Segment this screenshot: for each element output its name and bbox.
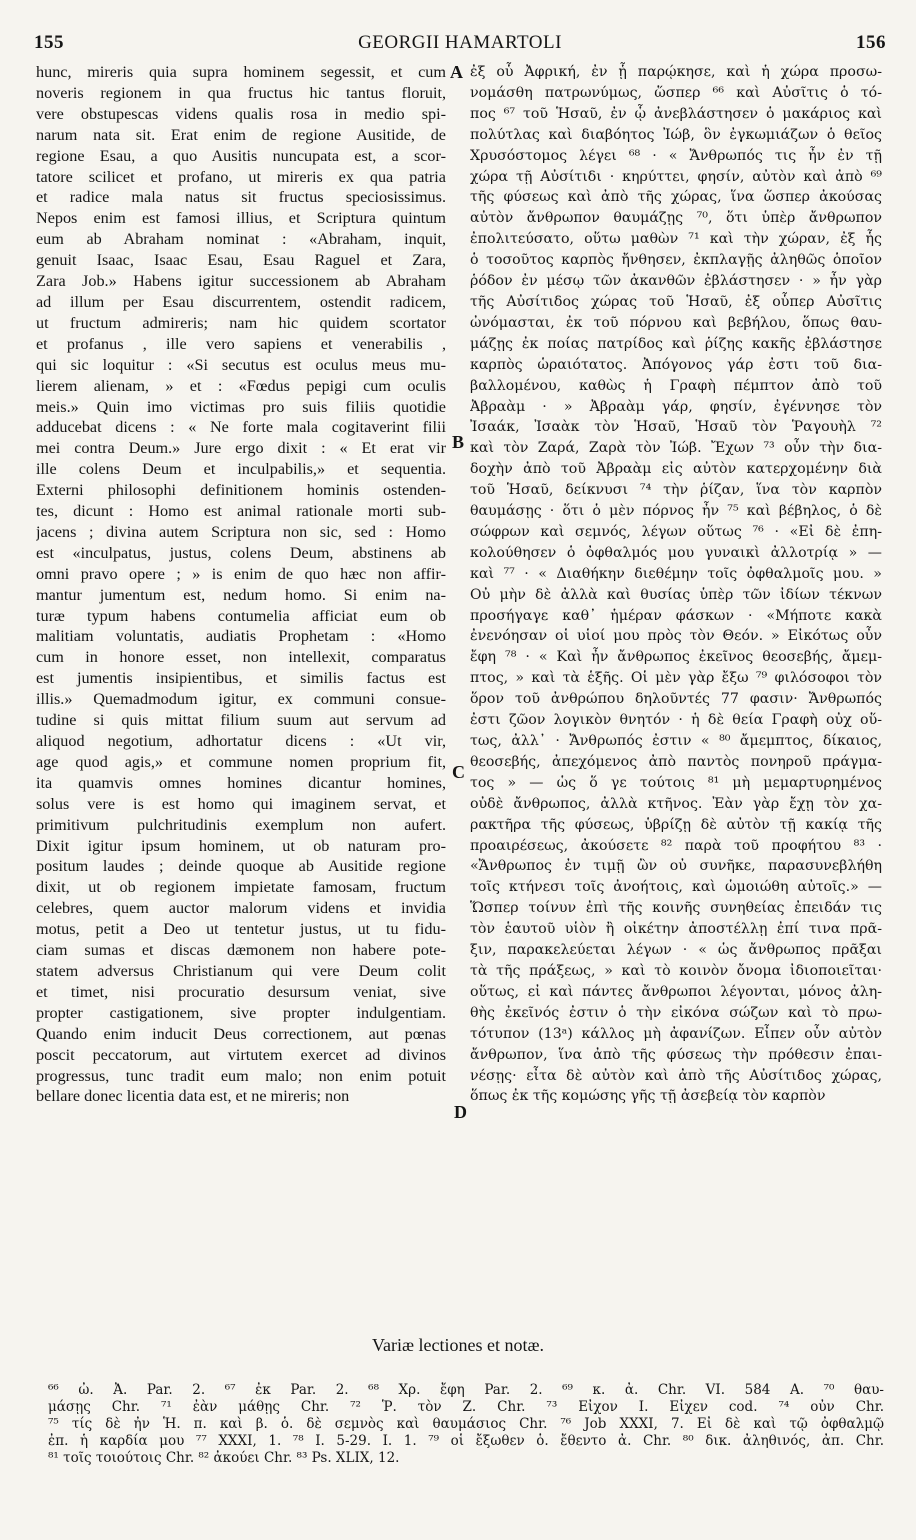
margin-marker-b: B bbox=[452, 432, 465, 452]
latin-text-line: ciam sumas et discas dæmonem non habere pote- bbox=[36, 941, 446, 960]
greek-text-line: προαιρέσεως, ἀκούσετε ⁸² παρὰ τοῦ προφήτου ⁸³ · bbox=[470, 837, 882, 854]
latin-text-line: malitiam voluntatis, audiatis Prophetam : «Homo bbox=[36, 627, 446, 646]
greek-text-line: ξιν, παρακελεύεται λέγων · « ὡς ἄνθρωπος πρᾶξαι bbox=[470, 942, 882, 959]
greek-text-line: χώρα τῇ Αὐσίτιδι · κηρύττει, φησίν, αὐτὸν καὶ ἀπὸ ⁶⁹ bbox=[470, 168, 882, 185]
latin-text-line: bellare donec licentia data est, et ne mireris; non bbox=[36, 1087, 350, 1106]
greek-text-line: οὕτως, εἰ καὶ πάντες ἄνθρωποι λέγονται, μόνος ἀλη- bbox=[470, 983, 882, 1000]
greek-text-line: Ἰσαάκ, Ἰσαὰκ τὸν Ἡσαῦ, Ἡσαῦ τὸν Ῥαγουὴλ ⁷² bbox=[470, 419, 882, 436]
latin-text-line: solus vere is est homo qui imaginem servat, et bbox=[36, 794, 446, 813]
latin-text-line: tatore scilicet et profano, ut mireris ex qua patria bbox=[36, 167, 446, 186]
note-line: ⁷⁵ τίς δὲ ἦν Ἡ. π. καὶ β. ὁ. δὲ σεμνὸς καὶ θαυμάσιος Chr. ⁷⁶ Job XXXI, 7. Εἰ δὲ καὶ τῷ ὀφθαλμῷ bbox=[48, 1416, 884, 1432]
margin-marker-d: D bbox=[454, 1102, 467, 1122]
greek-text-line: θὴς ἐκεῖνός ἐστιν ὁ τὴν εἰκόνα σώζων καὶ τὸ πρω- bbox=[470, 1004, 882, 1021]
greek-text-line: νέσῃς· εἶτα δὲ αὐτὸν καὶ ἀπὸ τῆς Αὐσίτιδος χώρας, bbox=[470, 1067, 882, 1084]
latin-text-line: celebres, quem auctor malorum videns et invidia bbox=[36, 899, 446, 918]
greek-text-line: καὶ τὸν Ζαρά, Ζαρὰ τὸν Ἰώβ. Ἔχων ⁷³ οὖν τὴν δια- bbox=[470, 440, 882, 457]
greek-text-line: τος » — ὡς ὅ γε τούτοις ⁸¹ μὴ μεμαρτυρημένος bbox=[470, 774, 882, 791]
latin-text-line: cum in honore esset, non intellexit, comparatus bbox=[36, 648, 446, 667]
latin-text-line: ille colens Deum et inculpabilis,» et sequentia. bbox=[36, 460, 446, 479]
greek-text-line: βαλλομένου, καθὼς ἡ Γραφὴ πέμπτον ἀπὸ τοῦ bbox=[470, 377, 882, 394]
greek-text-line: ἔφη ⁷⁸ · « Καὶ ἦν ἄνθρωπος ἐκεῖνος θεοσεβής, ἄμεμ- bbox=[470, 649, 882, 666]
notes-block bbox=[48, 1382, 884, 1467]
latin-text-line: est «inculpatus, justus, colens Deum, abstinens ab bbox=[36, 543, 446, 562]
greek-text-line: καὶ ⁷⁷ · « Διαθήκην διεθέμην τοῖς ὀφθαλμοῖς μου. » bbox=[470, 565, 882, 582]
greek-text-line: αὐτὸν ἄνθρωπον θαυμάζῃς ⁷⁰, ὅτι ὑπὲρ ἄνθρωπον bbox=[470, 210, 882, 227]
greek-text-line: τὰ τῆς πράξεως, » καὶ τὸ κοινὸν ὄνομα ἰδιοποιεῖται· bbox=[470, 962, 882, 979]
greek-text-line: τότυπον (13ᵃ) κάλλος μὴ ἀφανίζων. Εἶπεν οὖν αὐτὸν bbox=[470, 1025, 882, 1042]
running-title: GEORGII HAMARTOLI bbox=[358, 32, 562, 53]
latin-text-line: ut fructum admireris; nam hic quidem scortator bbox=[36, 313, 446, 332]
latin-text-line: ad illum per Esau discurrentem, ostendit radicem, bbox=[36, 292, 446, 311]
greek-text-line: τοῖς κτήνεσι τοῖς ἀνοήτοις, καὶ ὡμοιώθη αὐτοῖς.» — bbox=[470, 879, 882, 896]
greek-text-line: ὅπως ἐκ τῆς κομώσης γῆς τῇ ἀσεβείᾳ τὸν καρπὸν bbox=[470, 1088, 826, 1105]
latin-text-line: turæ typum habens contumelia afficiat eum ob bbox=[36, 606, 446, 625]
note-line: ⁸¹ τοῖς τοιούτοις Chr. ⁸² ἀκούει Chr. ⁸³ Ps. XLIX, 12. bbox=[48, 1450, 400, 1466]
latin-text-line: hunc, mireris quia supra hominem segessit, et cum bbox=[36, 63, 446, 81]
latin-text-line: Externi philosophi definitionem hominis ostenden- bbox=[36, 481, 446, 500]
latin-text-line: positum laudes ; deinde quoque ab Ausitide regione bbox=[36, 857, 446, 876]
latin-text-line: Quando enim inducit Deus correctionem, aut pœnas bbox=[36, 1024, 446, 1043]
latin-text-line: noveris regionem in qua fructus hic tantus floruit, bbox=[36, 83, 446, 102]
latin-text-line: vere obstupescas videns qualis rosa in medio spi- bbox=[36, 104, 446, 123]
latin-text-line: jacens ; divina autem Scriptura non sic, sed : Homo bbox=[36, 522, 446, 541]
greek-text-line: ρακτῆρα τῆς φύσεως, ὑβρίζῃ δὲ αὐτὸν τῇ κακίᾳ τῆς bbox=[470, 816, 882, 833]
latin-text-line: narum nata sit. Erat enim de regione Ausitide, de bbox=[36, 125, 446, 144]
latin-text-line: propter castigationem, sive propter indulgentiam. bbox=[36, 1003, 446, 1022]
latin-text-line: dixit, ut ob regionem impietate famosam, fructum bbox=[36, 878, 446, 897]
latin-text-line: mei contra Deum.» Jure ergo dixit : « Et erat vir bbox=[36, 439, 446, 458]
latin-text-line: Zara Job.» Habens igitur successionem ab Abraham bbox=[36, 272, 446, 291]
greek-text-line: ῥόδον ἐν μέσῳ τῶν ἀκανθῶν ἐβλάστησεν · » ἦν γὰρ bbox=[470, 273, 882, 290]
greek-text-line: ὁ τοσοῦτος καρπὸς ἤνθησεν, ἐκπλαγῇς ἀληθῶς ὁποῖον bbox=[470, 252, 882, 269]
greek-text-line: δοχὴν ἀπὸ τοῦ Ἀβραὰμ εἰς αὐτὸν κατερχομένην διὰ bbox=[470, 461, 882, 478]
latin-text-line: omni pravo opere ; » is enim de quo hæc non affir- bbox=[36, 564, 446, 583]
greek-text-line: νομάσθη πατρωνύμως, ὥσπερ ⁶⁶ καὶ Αὐσῖτις ὁ τό- bbox=[470, 84, 882, 101]
latin-text-line: illis.» Quemadmodum igitur, ex communi consue- bbox=[36, 690, 446, 709]
latin-text-line: tes, dicunt : Homo est animal rationale morti sub- bbox=[36, 502, 446, 521]
latin-text-line: lierem alienam, » et : «Fœdus pepigi cum oculis bbox=[36, 376, 446, 395]
greek-text-line: ἐνενόησαν οἱ υἱοί μου πρὸς τὸν Θεόν. » Εἰκότως οὖν bbox=[470, 628, 882, 645]
latin-text-line: est jumentis insipientibus, et similis factus est bbox=[36, 669, 446, 688]
notes-heading: Variæ lectiones et notæ. bbox=[372, 1335, 544, 1355]
latin-text-line: Dixit igitur ipsum hominem, ut ob naturam pro- bbox=[36, 836, 446, 855]
margin-marker-c: C bbox=[452, 762, 465, 782]
greek-text-line: μάζῃς ἐκ ποίας πατρίδος καὶ ῥίζης κακῆς ἐβλάστησε bbox=[470, 335, 882, 352]
greek-text-line: θαυμάσῃς · ὅτι ὁ μὲν πόρνος ἦν ⁷⁵ καὶ βέβηλος, ὁ δὲ bbox=[470, 503, 882, 520]
page-number-left: 155 bbox=[34, 32, 64, 53]
latin-text-line: regione Esau, a quo Ausitis nuncupata est, a scor- bbox=[36, 146, 446, 165]
greek-text-line: ἄνθρωπον, ἵνα ἀπὸ τῆς φύσεως τὴν πρόθεσιν ἐπαι- bbox=[470, 1046, 882, 1063]
latin-text-line: tudine si quis mittat filium suum aut servum ad bbox=[36, 711, 446, 730]
latin-text-line: eum ab Abraham nominat : «Abraham, inquit, bbox=[36, 230, 446, 249]
greek-text-line: ἐστι ζῶον λογικὸν θνητόν · ἡ δὲ θεία Γραφὴ οὐχ οὕ- bbox=[470, 712, 882, 729]
greek-text-line: ἐπολιτεύσατο, οὕτω μαθὼν ⁷¹ καὶ τὴν χώραν, ἐξ ἧς bbox=[470, 231, 882, 248]
greek-text-line: τῆς Αὐσίτιδος χώρας τοῦ Ἡσαῦ, ἐξ οὗπερ Αὐσῖτις bbox=[470, 293, 882, 310]
note-line: ἐπ. ἡ καρδία μου ⁷⁷ XXXI, 1. ⁷⁸ I. 5-29. I. 1. ⁷⁹ οἱ ἔξωθεν ὁ. ἔθεντο ἀ. Chr. ⁸⁰ δικ. ἀληθινός, ἀπ. Chr. bbox=[48, 1433, 884, 1449]
greek-text-line: τῆς φύσεως καὶ ἀπὸ τῆς χώρας, ἵνα ὥσπερ ἀκούσας bbox=[470, 189, 882, 206]
latin-text-line: poscit peccatorum, aut virtutem exercet ad divinos bbox=[36, 1045, 446, 1064]
latin-text-line: adducebat dicens : « Ne forte mala cogitaverint filii bbox=[36, 418, 446, 437]
latin-text-line: primitivum pulchritudinis exemplum non aufert. bbox=[36, 815, 446, 834]
latin-text-line: age quod agis,» et commune nomen proprium fit, bbox=[36, 752, 446, 771]
greek-text-line: ὠνόμασται, ἐκ τοῦ πόρνου καὶ βεβήλου, ὅπως θαυ- bbox=[470, 314, 882, 331]
latin-text-line: et radice mala natus sit fructus speciosissimus. bbox=[36, 188, 446, 207]
greek-text-line: τως, ἀλλ᾽ · Ἄνθρωπός ἐστιν « ⁸⁰ ἄμεμπτος, δίκαιος, bbox=[470, 733, 882, 749]
greek-text-line: ὅρον τοῦ ἀνθρώπου δηλοῦντές 77 φασιν· Ἄνθρωπός bbox=[470, 691, 882, 708]
latin-text-line: genuit Isaac, Isaac Esau, Esau Raguel et Zara, bbox=[36, 251, 446, 270]
greek-text-line: θεοσεβής, ἀπεχόμενος ἀπὸ παντὸς πονηροῦ πράγμα- bbox=[470, 753, 882, 770]
greek-text-line: προσήγαγε καθ᾽ ἡμέραν φάσκων · «Μήποτε κακὰ bbox=[470, 607, 882, 624]
greek-text-line: πος ⁶⁷ τοῦ Ἡσαῦ, ἐν ᾧ ἀνεβλάστησεν ὁ μακάριος καὶ bbox=[470, 105, 882, 122]
latin-text-line: meis.» Quin imo victimas pro suis filiis quotidie bbox=[36, 397, 446, 416]
greek-text-line: «Ἄνθρωπος ἐν τιμῇ ὢν οὐ συνῆκε, παρασυνεβλήθη bbox=[470, 858, 882, 875]
greek-text-line: πτος, » καὶ τὰ ἑξῆς. Οἱ μὲν γὰρ ἔξω ⁷⁹ φιλόσοφοι τὸν bbox=[470, 670, 882, 687]
latin-text-line: mantur jumentum est, nedum homo. Si enim na- bbox=[36, 585, 446, 604]
greek-text-line: Οὐ μὴν δὲ ἀλλὰ καὶ θυσίας ὑπὲρ τῶν ἰδίων τέκνων bbox=[470, 586, 882, 603]
greek-text-line: ἐξ οὗ Ἀφρική, ἐν ᾗ παρῴκησε, καὶ ἡ χώρα προσω- bbox=[470, 64, 882, 80]
greek-text-line: σώφρων καὶ σεμνός, λέγων οὕτως ⁷⁶ · «Εἰ δὲ ἐπη- bbox=[470, 523, 882, 540]
latin-text-line: et timet, nisi procuratio desursum veniat, sive bbox=[36, 982, 446, 1001]
latin-column bbox=[36, 62, 446, 1182]
note-line: ⁶⁶ ὦ. Ἀ. Par. 2. ⁶⁷ ἐκ Par. 2. ⁶⁸ Χρ. ἔφη Par. 2. ⁶⁹ κ. ἀ. Chr. VI. 584 A. ⁷⁰ θαυ- bbox=[48, 1382, 884, 1398]
latin-text-line: aliquod negotium, adhortatur dicens : «Ut vir, bbox=[36, 732, 446, 750]
note-line: μάσῃς Chr. ⁷¹ ἐὰν μάθῃς Chr. ⁷² Ῥ. τὸν Ζ. Chr. ⁷³ Εἶχον I. Εἶχεν cod. ⁷⁴ οὖν Chr. bbox=[48, 1399, 884, 1415]
latin-text-line: motus, petit a Deo ut tentetur justus, ut tu fidu- bbox=[36, 920, 446, 939]
latin-text-line: Nepos enim est famosi illius, et Scriptura quintum bbox=[36, 209, 446, 228]
margin-marker-a: A bbox=[450, 62, 463, 82]
greek-text-line: οὐδὲ ἄνθρωπος, ἀλλὰ κτῆνος. Ἐὰν γὰρ ἔχῃ τὸν χα- bbox=[470, 795, 882, 812]
greek-text-line: τοῦ Ἡσαῦ, δείκνυσι ⁷⁴ τὴν ῥίζαν, ἵνα τὸν καρπὸν bbox=[470, 482, 882, 499]
greek-text-line: καρπὸς ὡραιότατος. Ἀπόγονος γάρ ἐστι τοῦ δια- bbox=[470, 356, 882, 373]
greek-text-line: πολύτλας καὶ διαβόητος Ἰώβ, ὃν ἐγκωμιάζων ὁ θεῖος bbox=[470, 126, 882, 143]
latin-text-line: progressus, tunc tradit eum malo; non enim potuit bbox=[36, 1066, 446, 1085]
greek-text-line: Ὥσπερ τοίνυν ἐπὶ τῆς κοινῆς συνηθείας ἐπειδάν τις bbox=[470, 900, 882, 917]
latin-text-line: qui sic loquitur : «Si secutus est oculus meus mu- bbox=[36, 355, 446, 374]
latin-text-line: statem adversus Christianum qui vere Deum colit bbox=[36, 961, 446, 980]
latin-text-line: et profanus , ille vero sapiens et venerabilis , bbox=[36, 334, 446, 353]
greek-text-line: κολούθησεν ὁ ὀφθαλμός μου γυναικὶ ἀλλοτρίᾳ » — bbox=[470, 544, 882, 561]
latin-text-line: ita quamvis omnes homines dicantur homines, bbox=[36, 773, 446, 792]
greek-text-line: τὸν ἑαυτοῦ υἱὸν ἢ οἰκέτην ἀποστέλλῃ ἐπί τινα πρᾶ- bbox=[470, 921, 882, 938]
greek-text-line: Χρυσόστομος λέγει ⁶⁸ · « Ἄνθρωπός τις ἦν ἐν τῇ bbox=[470, 147, 882, 164]
page-number-right: 156 bbox=[856, 32, 886, 53]
greek-column bbox=[470, 62, 882, 1182]
greek-text-line: Ἀβραὰμ · » Ἀβραὰμ γάρ, φησίν, ἐγέννησε τὸν bbox=[470, 398, 882, 415]
running-header bbox=[34, 32, 886, 58]
